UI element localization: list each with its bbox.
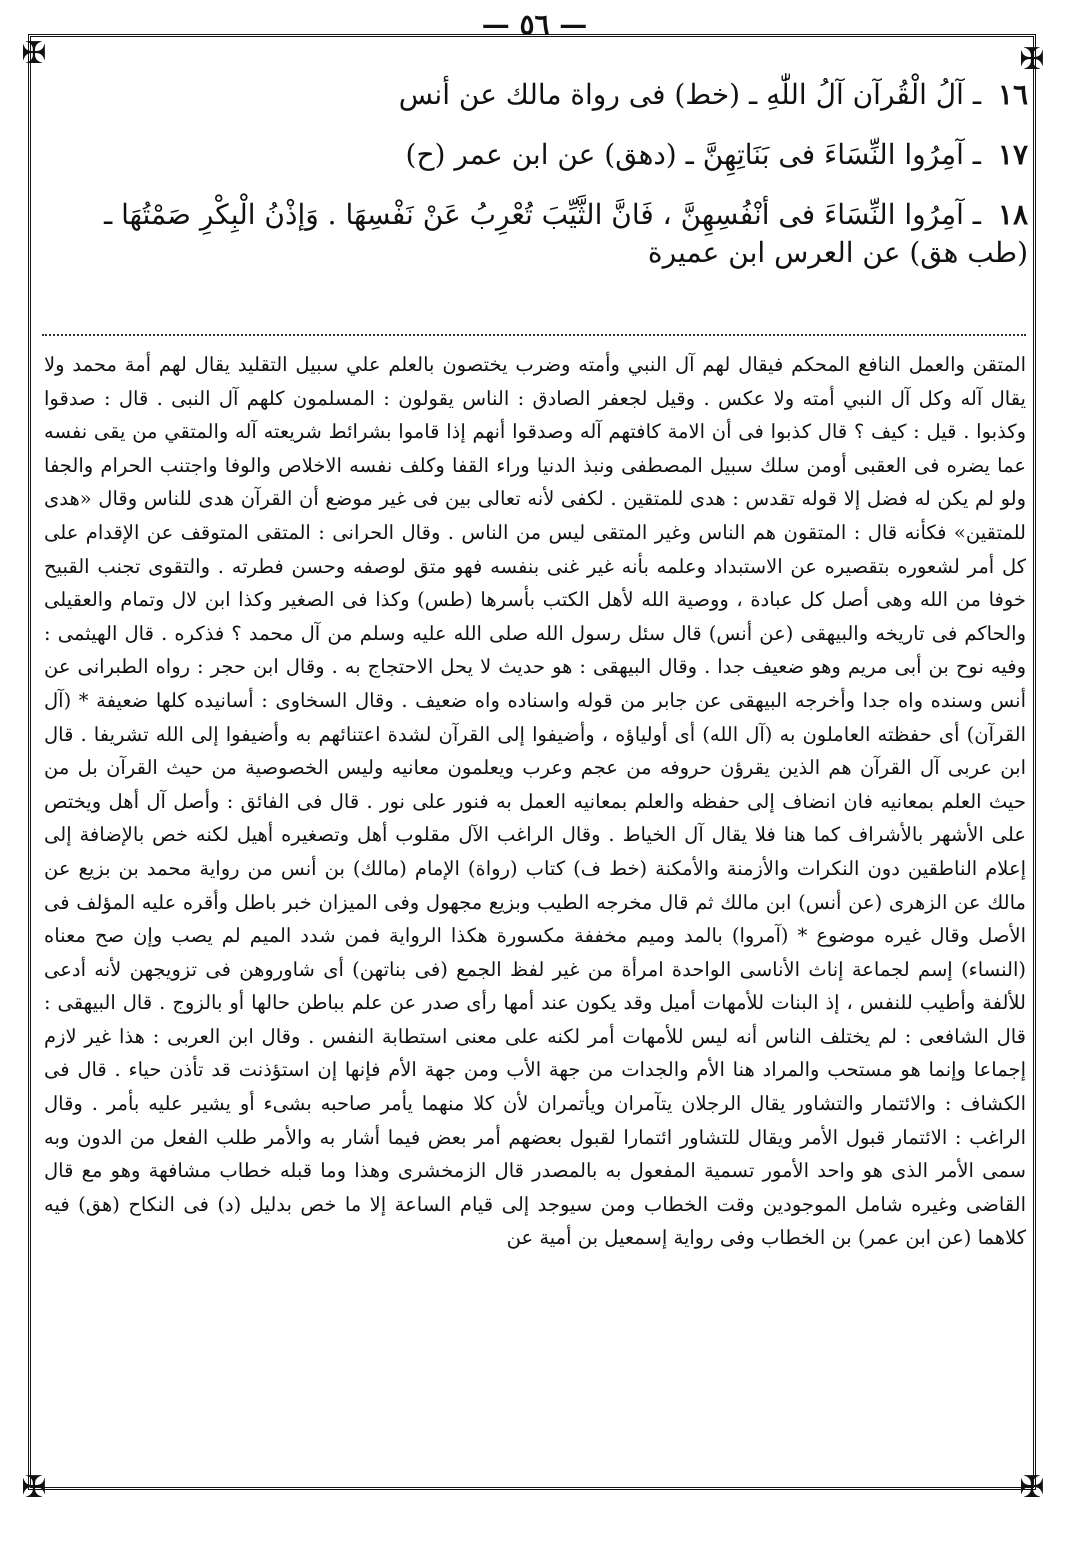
corner-ornament-icon: ✠ — [21, 1470, 47, 1505]
corner-ornament-icon: ✠ — [21, 36, 47, 71]
hadith-entry — [70, 196, 1028, 272]
dotted-separator — [42, 334, 1026, 336]
hadith-list — [70, 76, 1028, 294]
hadith-number: ١٨ — [997, 198, 1028, 231]
commentary-text: المتقن والعمل النافع المحكم فيقال لهم آل النبي وأمته وضرب يختصون بالعلم علي سبيل التقليد يقال لهم أمة محمد ولا يقال آله وكل آل النبي أمته ولا عكس . وقيل لجعفر الصادق : الناس يقولون : المسلمون كلهم آل النبى . قال : صدقوا وكذبوا . قيل : كيف ؟ قال كذبوا فى أن الامة كافتهم آله وصدقوا أنهم إذا قاموا بشرائط شريعته آله والمتقي من يقى نفسه عما يضره فى العقبى أومن سلك سبيل المصطفى ونبذ الدنيا وراء القفا وكلف نفسه الاخلاص والوفا واجتنب الحرام والجفا ولو لم يكن له فضل إلا قوله تقدس : هدى للمتقين . لكفى لأنه تعالى بين فى غير موضع أن القرآن هدى للناس وقال «هدى للمتقين» فكأنه قال : المتقون هم الناس وغير المتقى ليس من الناس . وقال الحرانى : المتقى المتوقف عن الإقدام على كل أمر لشعوره بتقصيره عن الاستبداد وعلمه بأنه غير غنى بنفسه فهو متق لوصفه وحسن فطرته . والتقوى تجنب القبيح خوفا من الله وهى أصل كل عبادة ، ووصية الله لأهل الكتب بأسرها (طس) وكذا فى الصغير وكذا ابن لال وتمام والعقيلى والحاكم فى تاريخه والبيهقى (عن أنس) قال سئل رسول الله صلى الله عليه وسلم من آل محمد ؟ فذكره . قال الهيثمى : وفيه نوح بن أبى مريم وهو ضعيف جدا . وقال البيهقى : هو حديث لا يحل الاحتجاج به . وقال ابن حجر : رواه الطبرانى عن أنس وسنده واه جدا وأخرجه البيهقى عن جابر من قوله واسناده واه ضعيف . وقال السخاوى : أسانيده كلها ضعيفة * (آل القرآن) أى حفظته العاملون به (آل الله) أى أولياؤه ، وأضيفوا إلى القرآن لشدة اعتنائهم به وأضيفوا إلى الله تشريفا . قال ابن عربى آل القرآن هم الذين يقرؤن حروفه من عجم وعرب ويعلمون معانيه وليس الخصوصية من حيث القرآن بل من حيث العلم بمعانيه فان انضاف إلى حفظه والعلم بمعانيه العمل به فنور على نور . قال فى الفائق : وأصل آل أهل ويختص على الأشهر بالأشراف كما هنا فلا يقال آل الخياط . وقال الراغب الآل مقلوب أهل وتصغيره أهيل لكنه خص بالإضافة إلى إعلام الناطقين دون النكرات والأزمنة والأمكنة (خط ف) كتاب (رواة) الإمام (مالك) بن أنس من رواية محمد بن بزيع عن مالك عن الزهرى (عن أنس) ابن مالك ثم قال مخرجه الطيب وبزيع مجهول وفى الميزان خبر باطل وأقره عليه المؤلف فى الأصل وقال غيره موضوع * (آمروا) بالمد وميم مخففة مكسورة هكذا الرواية فمن شدد الميم لم يصب وإن صح معناه (النساء) إسم لجماعة إناث الأناسى الواحدة امرأة من غير لفظ الجمع (فى بناتهن) أى شاوروهن فى تزويجهن لأنه أدعى للألفة وأطيب للنفس ، إذ البنات للأمهات أميل وقد يكون عند أمها رأى صدر عن علم بباطن حالها أو بالزوج . قال البيهقى : قال الشافعى : لم يختلف الناس أنه ليس للأمهات أمر لكنه على معنى استطابة النفس . وقال ابن العربى : هذا غير لازم إجماعا وإنما هو مستحب والمراد هنا الأم والجدات من جهة الأب ومن جهة الأم فإنها إن استؤذنت قد تأذن حياء . قال فى الكشاف : والائتمار والتشاور يقال الرجلان يتآمران ويأتمران لأن كلا منهما يأمر صاحبه بشىء أو يشير عليه بأمر . وقال الراغب : الائتمار قبول الأمر ويقال للتشاور ائتمارا لقبول بعضهم أمر بعض فيما أشار به والأمر طلب الفعل من الدون وبه سمى الأمر الذى هو واحد الأمور تسمية المفعول به بالمصدر قال الزمخشرى وهذا وما قبله خطاب مشافهة وهو مع قال القاضى وغيره شامل الموجودين وقت الخطاب ومن سيوجد إلى قيام الساعة إلا ما خص بدليل (د) فى النكاح (هق) فيه كلاهما (عن ابن عمر) بن الخطاب وفى رواية إسمعيل بن أمية عن — [44, 353, 1026, 1250]
page-number: — ٥٦ — — [481, 8, 588, 41]
hadith-number: ١٦ — [997, 78, 1028, 111]
hadith-text: ـ آمِرُوا النِّسَاءَ فى بَنَاتِهِنَّ ـ (دهق) عن ابن عمر (ح) — [405, 138, 982, 171]
corner-ornament-icon: ✠ — [1019, 1470, 1045, 1505]
hadith-entry — [70, 76, 1028, 114]
commentary-block — [44, 348, 1026, 1478]
hadith-text: ـ آلُ الْقُرآن آلُ اللّٰهِ ـ (خط) فى رواة مالك عن أنس — [398, 78, 982, 111]
hadith-entry — [70, 136, 1028, 174]
hadith-text: ـ آمِرُوا النِّسَاءَ فى أنْفُسِهِنَّ ، فَانَّ الثَّيِّبَ تُعْرِبُ عَنْ نَفْسِهَا . وَإذْنُ الْبِكْرِ صَمْتُهَا ـ (طب هق) عن العرس ابن عميرة — [104, 198, 1028, 269]
hadith-number: ١٧ — [997, 138, 1028, 171]
corner-ornament-icon: ✠ — [1019, 42, 1045, 77]
